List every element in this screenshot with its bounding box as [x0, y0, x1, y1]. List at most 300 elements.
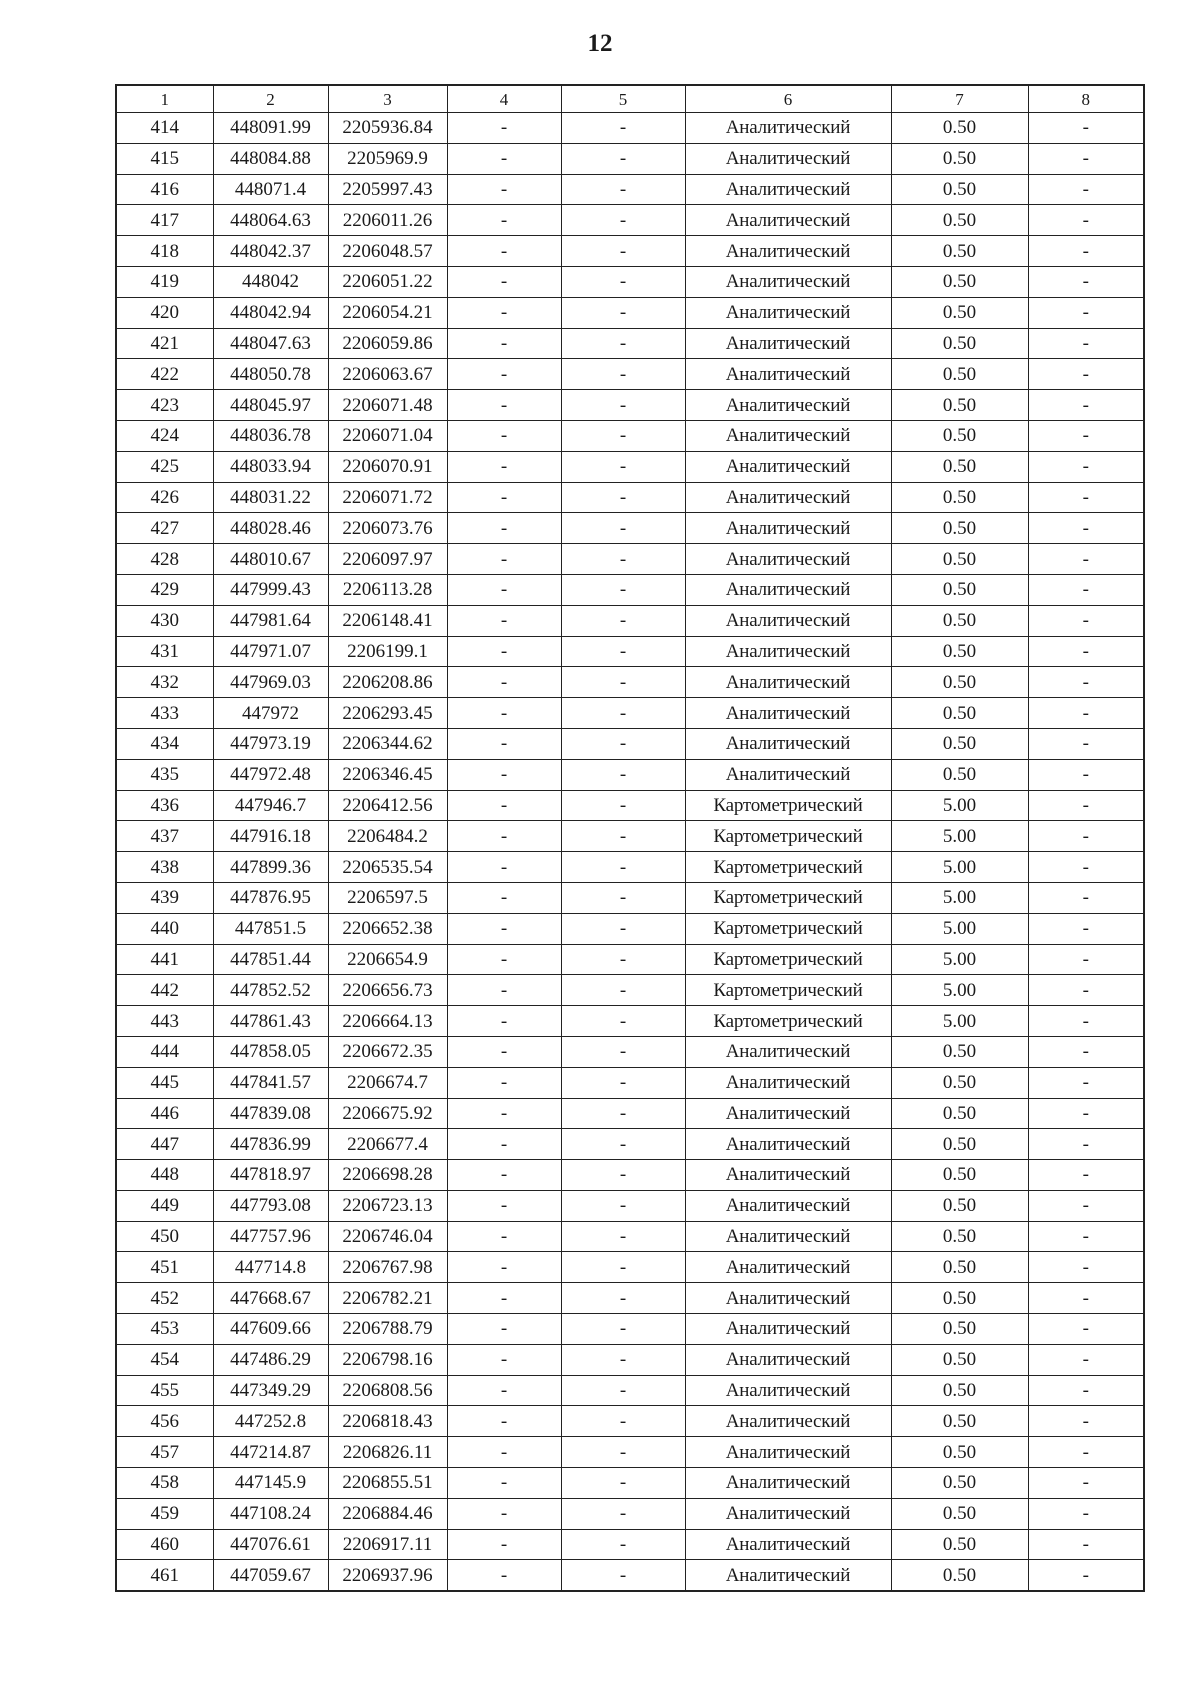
cell-col-8: - — [1028, 297, 1144, 328]
cell-method: Аналитический — [685, 1098, 891, 1129]
cell-coordinate-x: 447059.67 — [213, 1560, 328, 1591]
table-row — [116, 1344, 1144, 1375]
cell-col-5: - — [561, 1406, 685, 1437]
cell-col-4: - — [447, 1006, 561, 1037]
table-row — [116, 1498, 1144, 1529]
cell-col-5: - — [561, 266, 685, 297]
cell-point-number: 446 — [116, 1098, 213, 1129]
table-row — [116, 790, 1144, 821]
table-body — [116, 113, 1144, 1592]
cell-method: Аналитический — [685, 451, 891, 482]
cell-coordinate-y: 2206698.28 — [328, 1160, 447, 1191]
cell-method: Аналитический — [685, 1221, 891, 1252]
cell-accuracy: 0.50 — [891, 1468, 1028, 1499]
cell-method: Аналитический — [685, 513, 891, 544]
cell-accuracy: 0.50 — [891, 636, 1028, 667]
cell-col-4: - — [447, 451, 561, 482]
cell-point-number: 454 — [116, 1344, 213, 1375]
cell-col-4: - — [447, 821, 561, 852]
cell-col-8: - — [1028, 913, 1144, 944]
cell-coordinate-x: 447818.97 — [213, 1160, 328, 1191]
cell-col-4: - — [447, 1252, 561, 1283]
table-row — [116, 821, 1144, 852]
cell-method: Аналитический — [685, 605, 891, 636]
cell-accuracy: 0.50 — [891, 174, 1028, 205]
cell-point-number: 433 — [116, 698, 213, 729]
cell-accuracy: 0.50 — [891, 1560, 1028, 1591]
cell-accuracy: 0.50 — [891, 1314, 1028, 1345]
cell-point-number: 430 — [116, 605, 213, 636]
cell-method: Картометрический — [685, 975, 891, 1006]
cell-coordinate-x: 448031.22 — [213, 482, 328, 513]
cell-col-4: - — [447, 482, 561, 513]
cell-point-number: 442 — [116, 975, 213, 1006]
cell-point-number: 422 — [116, 359, 213, 390]
cell-method: Аналитический — [685, 1437, 891, 1468]
table-row — [116, 1437, 1144, 1468]
cell-method: Аналитический — [685, 328, 891, 359]
cell-col-4: - — [447, 266, 561, 297]
cell-coordinate-x: 447793.08 — [213, 1190, 328, 1221]
cell-coordinate-y: 2206071.48 — [328, 390, 447, 421]
cell-col-8: - — [1028, 1252, 1144, 1283]
column-header-7: 7 — [891, 85, 1028, 113]
cell-point-number: 440 — [116, 913, 213, 944]
cell-point-number: 425 — [116, 451, 213, 482]
cell-method: Аналитический — [685, 1498, 891, 1529]
cell-col-4: - — [447, 852, 561, 883]
cell-point-number: 459 — [116, 1498, 213, 1529]
cell-accuracy: 0.50 — [891, 1129, 1028, 1160]
cell-method: Аналитический — [685, 205, 891, 236]
cell-col-5: - — [561, 913, 685, 944]
cell-col-8: - — [1028, 205, 1144, 236]
cell-coordinate-y: 2206097.97 — [328, 544, 447, 575]
table-row — [116, 975, 1144, 1006]
table-row — [116, 482, 1144, 513]
cell-accuracy: 0.50 — [891, 359, 1028, 390]
cell-coordinate-y: 2206011.26 — [328, 205, 447, 236]
cell-accuracy: 0.50 — [891, 420, 1028, 451]
cell-col-8: - — [1028, 852, 1144, 883]
cell-col-4: - — [447, 1529, 561, 1560]
cell-coordinate-y: 2206826.11 — [328, 1437, 447, 1468]
cell-col-5: - — [561, 821, 685, 852]
cell-col-4: - — [447, 1221, 561, 1252]
cell-col-4: - — [447, 1160, 561, 1191]
cell-point-number: 441 — [116, 944, 213, 975]
cell-col-5: - — [561, 574, 685, 605]
cell-method: Аналитический — [685, 728, 891, 759]
cell-col-5: - — [561, 1006, 685, 1037]
cell-accuracy: 0.50 — [891, 1406, 1028, 1437]
cell-coordinate-y: 2206855.51 — [328, 1468, 447, 1499]
table-row — [116, 1098, 1144, 1129]
cell-point-number: 428 — [116, 544, 213, 575]
cell-method: Аналитический — [685, 266, 891, 297]
cell-coordinate-y: 2205936.84 — [328, 113, 447, 144]
cell-method: Аналитический — [685, 359, 891, 390]
cell-col-8: - — [1028, 1160, 1144, 1191]
cell-point-number: 438 — [116, 852, 213, 883]
cell-point-number: 445 — [116, 1067, 213, 1098]
cell-coordinate-x: 447668.67 — [213, 1283, 328, 1314]
cell-method: Аналитический — [685, 544, 891, 575]
cell-col-5: - — [561, 359, 685, 390]
cell-col-5: - — [561, 1067, 685, 1098]
cell-method: Аналитический — [685, 574, 891, 605]
cell-col-8: - — [1028, 513, 1144, 544]
cell-accuracy: 0.50 — [891, 1283, 1028, 1314]
cell-col-5: - — [561, 1036, 685, 1067]
cell-accuracy: 0.50 — [891, 513, 1028, 544]
cell-coordinate-y: 2206070.91 — [328, 451, 447, 482]
cell-col-5: - — [561, 513, 685, 544]
cell-method: Аналитический — [685, 636, 891, 667]
cell-coordinate-x: 447609.66 — [213, 1314, 328, 1345]
cell-coordinate-x: 447714.8 — [213, 1252, 328, 1283]
cell-point-number: 443 — [116, 1006, 213, 1037]
cell-col-8: - — [1028, 728, 1144, 759]
cell-col-8: - — [1028, 759, 1144, 790]
cell-col-5: - — [561, 1375, 685, 1406]
cell-method: Картометрический — [685, 821, 891, 852]
cell-accuracy: 0.50 — [891, 698, 1028, 729]
cell-col-8: - — [1028, 1468, 1144, 1499]
table-row — [116, 205, 1144, 236]
cell-coordinate-y: 2206071.04 — [328, 420, 447, 451]
table-row — [116, 113, 1144, 144]
cell-accuracy: 0.50 — [891, 266, 1028, 297]
cell-coordinate-y: 2206071.72 — [328, 482, 447, 513]
cell-accuracy: 0.50 — [891, 1098, 1028, 1129]
cell-accuracy: 0.50 — [891, 1498, 1028, 1529]
table-row — [116, 1129, 1144, 1160]
cell-accuracy: 0.50 — [891, 544, 1028, 575]
cell-point-number: 437 — [116, 821, 213, 852]
cell-method: Аналитический — [685, 667, 891, 698]
cell-col-8: - — [1028, 544, 1144, 575]
cell-col-5: - — [561, 297, 685, 328]
cell-point-number: 455 — [116, 1375, 213, 1406]
cell-point-number: 418 — [116, 236, 213, 267]
cell-col-8: - — [1028, 1560, 1144, 1591]
cell-point-number: 444 — [116, 1036, 213, 1067]
cell-coordinate-y: 2206199.1 — [328, 636, 447, 667]
cell-col-4: - — [447, 913, 561, 944]
cell-col-4: - — [447, 205, 561, 236]
cell-col-5: - — [561, 728, 685, 759]
cell-method: Аналитический — [685, 1036, 891, 1067]
cell-accuracy: 0.50 — [891, 605, 1028, 636]
cell-col-8: - — [1028, 482, 1144, 513]
table-row — [116, 1560, 1144, 1591]
table-row — [116, 236, 1144, 267]
cell-col-4: - — [447, 1437, 561, 1468]
cell-accuracy: 5.00 — [891, 852, 1028, 883]
cell-col-8: - — [1028, 359, 1144, 390]
cell-coordinate-y: 2206059.86 — [328, 328, 447, 359]
table-row — [116, 513, 1144, 544]
cell-col-4: - — [447, 1314, 561, 1345]
cell-coordinate-x: 447972.48 — [213, 759, 328, 790]
table-row — [116, 420, 1144, 451]
cell-col-4: - — [447, 1406, 561, 1437]
cell-col-4: - — [447, 1036, 561, 1067]
table-row — [116, 328, 1144, 359]
cell-col-8: - — [1028, 1067, 1144, 1098]
cell-accuracy: 0.50 — [891, 390, 1028, 421]
cell-col-4: - — [447, 1098, 561, 1129]
cell-col-4: - — [447, 236, 561, 267]
cell-col-8: - — [1028, 882, 1144, 913]
cell-accuracy: 0.50 — [891, 236, 1028, 267]
table-row — [116, 297, 1144, 328]
table-row — [116, 390, 1144, 421]
table-row — [116, 1283, 1144, 1314]
table-row — [116, 1160, 1144, 1191]
cell-col-8: - — [1028, 790, 1144, 821]
column-header-5: 5 — [561, 85, 685, 113]
cell-col-8: - — [1028, 113, 1144, 144]
cell-col-5: - — [561, 236, 685, 267]
cell-coordinate-y: 2206054.21 — [328, 297, 447, 328]
cell-method: Аналитический — [685, 1067, 891, 1098]
table-row — [116, 1529, 1144, 1560]
cell-point-number: 449 — [116, 1190, 213, 1221]
cell-coordinate-x: 448071.4 — [213, 174, 328, 205]
table-row — [116, 759, 1144, 790]
cell-method: Аналитический — [685, 1190, 891, 1221]
table-row — [116, 451, 1144, 482]
cell-col-5: - — [561, 852, 685, 883]
cell-coordinate-y: 2205997.43 — [328, 174, 447, 205]
table-row — [116, 1406, 1144, 1437]
cell-col-5: - — [561, 451, 685, 482]
cell-method: Картометрический — [685, 913, 891, 944]
cell-col-4: - — [447, 698, 561, 729]
cell-coordinate-y: 2206344.62 — [328, 728, 447, 759]
cell-col-5: - — [561, 482, 685, 513]
cell-accuracy: 5.00 — [891, 882, 1028, 913]
cell-method: Аналитический — [685, 1314, 891, 1345]
cell-method: Аналитический — [685, 1129, 891, 1160]
cell-coordinate-y: 2206808.56 — [328, 1375, 447, 1406]
cell-method: Аналитический — [685, 390, 891, 421]
cell-method: Аналитический — [685, 1529, 891, 1560]
cell-method: Аналитический — [685, 1344, 891, 1375]
cell-point-number: 432 — [116, 667, 213, 698]
cell-coordinate-y: 2206535.54 — [328, 852, 447, 883]
table-row — [116, 1468, 1144, 1499]
cell-point-number: 429 — [116, 574, 213, 605]
cell-col-4: - — [447, 667, 561, 698]
cell-accuracy: 0.50 — [891, 667, 1028, 698]
cell-coordinate-x: 447252.8 — [213, 1406, 328, 1437]
cell-point-number: 450 — [116, 1221, 213, 1252]
cell-accuracy: 0.50 — [891, 1221, 1028, 1252]
table-row — [116, 359, 1144, 390]
cell-col-8: - — [1028, 1314, 1144, 1345]
cell-col-8: - — [1028, 174, 1144, 205]
cell-col-8: - — [1028, 1406, 1144, 1437]
cell-point-number: 421 — [116, 328, 213, 359]
cell-col-5: - — [561, 636, 685, 667]
table-row — [116, 1067, 1144, 1098]
table-row — [116, 574, 1144, 605]
table-row — [116, 1375, 1144, 1406]
cell-col-5: - — [561, 975, 685, 1006]
cell-coordinate-x: 447108.24 — [213, 1498, 328, 1529]
cell-col-5: - — [561, 205, 685, 236]
cell-col-8: - — [1028, 390, 1144, 421]
cell-coordinate-x: 448042.37 — [213, 236, 328, 267]
cell-coordinate-x: 447839.08 — [213, 1098, 328, 1129]
cell-accuracy: 0.50 — [891, 297, 1028, 328]
cell-col-8: - — [1028, 1437, 1144, 1468]
cell-point-number: 427 — [116, 513, 213, 544]
cell-accuracy: 0.50 — [891, 1375, 1028, 1406]
cell-method: Аналитический — [685, 482, 891, 513]
cell-accuracy: 0.50 — [891, 1036, 1028, 1067]
cell-col-5: - — [561, 1190, 685, 1221]
cell-col-8: - — [1028, 1344, 1144, 1375]
cell-col-4: - — [447, 297, 561, 328]
cell-coordinate-y: 2206656.73 — [328, 975, 447, 1006]
cell-coordinate-y: 2205969.9 — [328, 143, 447, 174]
cell-method: Аналитический — [685, 420, 891, 451]
cell-point-number: 452 — [116, 1283, 213, 1314]
cell-coordinate-y: 2206677.4 — [328, 1129, 447, 1160]
cell-coordinate-y: 2206048.57 — [328, 236, 447, 267]
cell-col-8: - — [1028, 821, 1144, 852]
cell-col-4: - — [447, 1468, 561, 1499]
cell-col-4: - — [447, 1344, 561, 1375]
cell-col-5: - — [561, 1529, 685, 1560]
cell-col-5: - — [561, 390, 685, 421]
cell-coordinate-x: 447841.57 — [213, 1067, 328, 1098]
cell-coordinate-x: 448028.46 — [213, 513, 328, 544]
cell-coordinate-x: 447969.03 — [213, 667, 328, 698]
cell-coordinate-y: 2206798.16 — [328, 1344, 447, 1375]
cell-method: Аналитический — [685, 1375, 891, 1406]
table-row — [116, 852, 1144, 883]
cell-col-4: - — [447, 1190, 561, 1221]
cell-col-5: - — [561, 698, 685, 729]
cell-method: Аналитический — [685, 698, 891, 729]
column-header-3: 3 — [328, 85, 447, 113]
cell-method: Картометрический — [685, 852, 891, 883]
cell-accuracy: 0.50 — [891, 1437, 1028, 1468]
table-row — [116, 1314, 1144, 1345]
cell-coordinate-y: 2206675.92 — [328, 1098, 447, 1129]
cell-coordinate-y: 2206664.13 — [328, 1006, 447, 1037]
cell-coordinate-x: 448045.97 — [213, 390, 328, 421]
cell-coordinate-x: 448084.88 — [213, 143, 328, 174]
table-row — [116, 605, 1144, 636]
cell-col-8: - — [1028, 667, 1144, 698]
table-row — [116, 1190, 1144, 1221]
cell-col-5: - — [561, 544, 685, 575]
cell-col-8: - — [1028, 1129, 1144, 1160]
cell-accuracy: 5.00 — [891, 1006, 1028, 1037]
cell-coordinate-x: 448091.99 — [213, 113, 328, 144]
cell-col-5: - — [561, 882, 685, 913]
cell-coordinate-y: 2206654.9 — [328, 944, 447, 975]
cell-method: Аналитический — [685, 236, 891, 267]
cell-coordinate-x: 448010.67 — [213, 544, 328, 575]
cell-method: Аналитический — [685, 1283, 891, 1314]
cell-method: Аналитический — [685, 759, 891, 790]
cell-accuracy: 0.50 — [891, 1344, 1028, 1375]
cell-col-8: - — [1028, 944, 1144, 975]
cell-coordinate-x: 447214.87 — [213, 1437, 328, 1468]
cell-coordinate-x: 447876.95 — [213, 882, 328, 913]
cell-point-number: 447 — [116, 1129, 213, 1160]
cell-coordinate-x: 447836.99 — [213, 1129, 328, 1160]
cell-accuracy: 5.00 — [891, 821, 1028, 852]
cell-coordinate-y: 2206672.35 — [328, 1036, 447, 1067]
cell-col-5: - — [561, 667, 685, 698]
cell-accuracy: 0.50 — [891, 482, 1028, 513]
table-row — [116, 636, 1144, 667]
cell-col-4: - — [447, 574, 561, 605]
cell-coordinate-x: 448047.63 — [213, 328, 328, 359]
cell-coordinate-y: 2206113.28 — [328, 574, 447, 605]
cell-coordinate-x: 448042.94 — [213, 297, 328, 328]
cell-point-number: 456 — [116, 1406, 213, 1437]
cell-coordinate-y: 2206917.11 — [328, 1529, 447, 1560]
cell-point-number: 419 — [116, 266, 213, 297]
cell-col-4: - — [447, 1067, 561, 1098]
cell-col-4: - — [447, 113, 561, 144]
cell-coordinate-y: 2206293.45 — [328, 698, 447, 729]
cell-col-8: - — [1028, 1006, 1144, 1037]
cell-point-number: 431 — [116, 636, 213, 667]
cell-col-8: - — [1028, 605, 1144, 636]
cell-col-5: - — [561, 1160, 685, 1191]
cell-col-8: - — [1028, 636, 1144, 667]
cell-point-number: 458 — [116, 1468, 213, 1499]
table-row — [116, 1252, 1144, 1283]
cell-col-8: - — [1028, 451, 1144, 482]
cell-coordinate-x: 448064.63 — [213, 205, 328, 236]
cell-coordinate-x: 447899.36 — [213, 852, 328, 883]
cell-coordinate-y: 2206412.56 — [328, 790, 447, 821]
table-row — [116, 143, 1144, 174]
cell-coordinate-x: 448036.78 — [213, 420, 328, 451]
column-header-1: 1 — [116, 85, 213, 113]
cell-point-number: 448 — [116, 1160, 213, 1191]
cell-col-5: - — [561, 1344, 685, 1375]
cell-point-number: 420 — [116, 297, 213, 328]
cell-coordinate-y: 2206063.67 — [328, 359, 447, 390]
cell-col-4: - — [447, 1560, 561, 1591]
cell-col-5: - — [561, 759, 685, 790]
cell-point-number: 415 — [116, 143, 213, 174]
cell-method: Аналитический — [685, 1252, 891, 1283]
cell-accuracy: 0.50 — [891, 1190, 1028, 1221]
cell-coordinate-y: 2206818.43 — [328, 1406, 447, 1437]
cell-col-4: - — [447, 759, 561, 790]
cell-coordinate-x: 447973.19 — [213, 728, 328, 759]
cell-point-number: 424 — [116, 420, 213, 451]
cell-col-4: - — [447, 544, 561, 575]
cell-method: Картометрический — [685, 882, 891, 913]
cell-col-5: - — [561, 1221, 685, 1252]
cell-col-8: - — [1028, 1529, 1144, 1560]
cell-coordinate-x: 447851.5 — [213, 913, 328, 944]
